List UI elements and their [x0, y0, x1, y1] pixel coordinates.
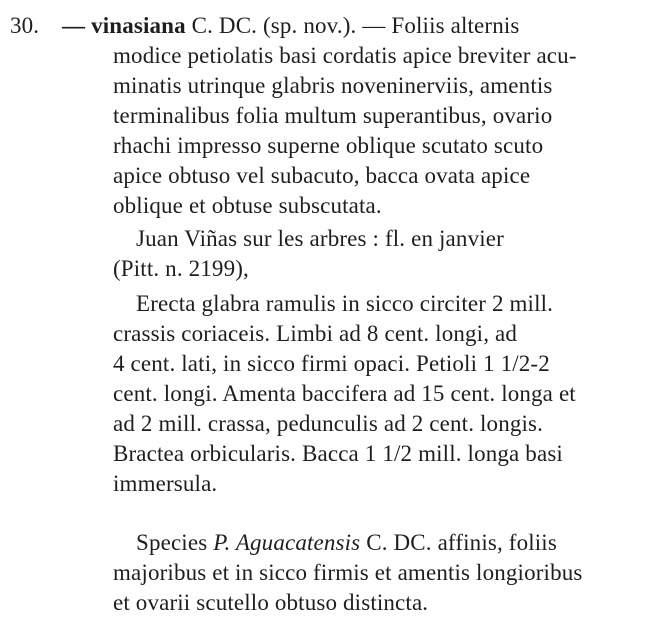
- affinity-rest: affinis, foliis: [437, 530, 557, 555]
- description-line: immersula.: [113, 471, 218, 496]
- affinity-line: majoribus et in sicco firmis et amentis longioribus: [113, 560, 583, 585]
- description-line: 4 cent. lati, in sicco firmi opaci. Petioli 1 1/2-2: [113, 351, 550, 376]
- affinity-lead: Species: [136, 530, 208, 555]
- compared-author: C. DC.: [366, 530, 432, 555]
- description-line: Bractea orbicularis. Bacca 1 1/2 mill. longa basi: [113, 441, 563, 466]
- locality-line: Juan Viñas sur les arbres : fl. en janvier: [136, 226, 504, 251]
- diagnosis-line: Foliis alternis: [391, 13, 520, 38]
- locality-line: (Pitt. n. 2199),: [113, 256, 249, 281]
- diagnosis-line: terminalibus folia multum superantibus, ovario: [113, 103, 553, 128]
- diagnosis-line: modice petiolatis basi cordatis apice breviter acu-: [113, 43, 577, 68]
- compared-species: P. Aguacatensis: [213, 530, 361, 555]
- affinity-line: et ovarii scutello obtuso distincta.: [113, 590, 429, 615]
- diagnosis-line: rhachi impresso superne oblique scutato scuto: [113, 133, 544, 158]
- entry-heading-text: [62, 13, 520, 39]
- species-author: C. DC.: [191, 13, 258, 38]
- entry-dash-2: —: [362, 13, 386, 38]
- diagnosis-line: minatis utrinque glabris noveninerviis, amentis: [113, 73, 553, 98]
- species-status: (sp. nov.).: [263, 13, 357, 38]
- description-line: crassis coriaceis. Limbi ad 8 cent. longi, ad: [113, 321, 518, 346]
- description-line: cent. longi. Amenta baccifera ad 15 cent. longa et: [113, 381, 576, 406]
- description-line: ad 2 mill. crassa, pedunculis ad 2 cent. longis.: [113, 411, 544, 436]
- diagnosis-line: oblique et obtuse subscutata.: [113, 193, 382, 218]
- entry-number: 30.: [10, 13, 40, 38]
- species-name: vinasiana: [91, 13, 186, 38]
- description-line: Erecta glabra ramulis in sicco circiter 2 mill.: [136, 291, 554, 316]
- entry-dash: —: [62, 13, 86, 38]
- affinity-line: [136, 530, 557, 556]
- diagnosis-line: apice obtuso vel subacuto, bacca ovata apice: [113, 163, 531, 188]
